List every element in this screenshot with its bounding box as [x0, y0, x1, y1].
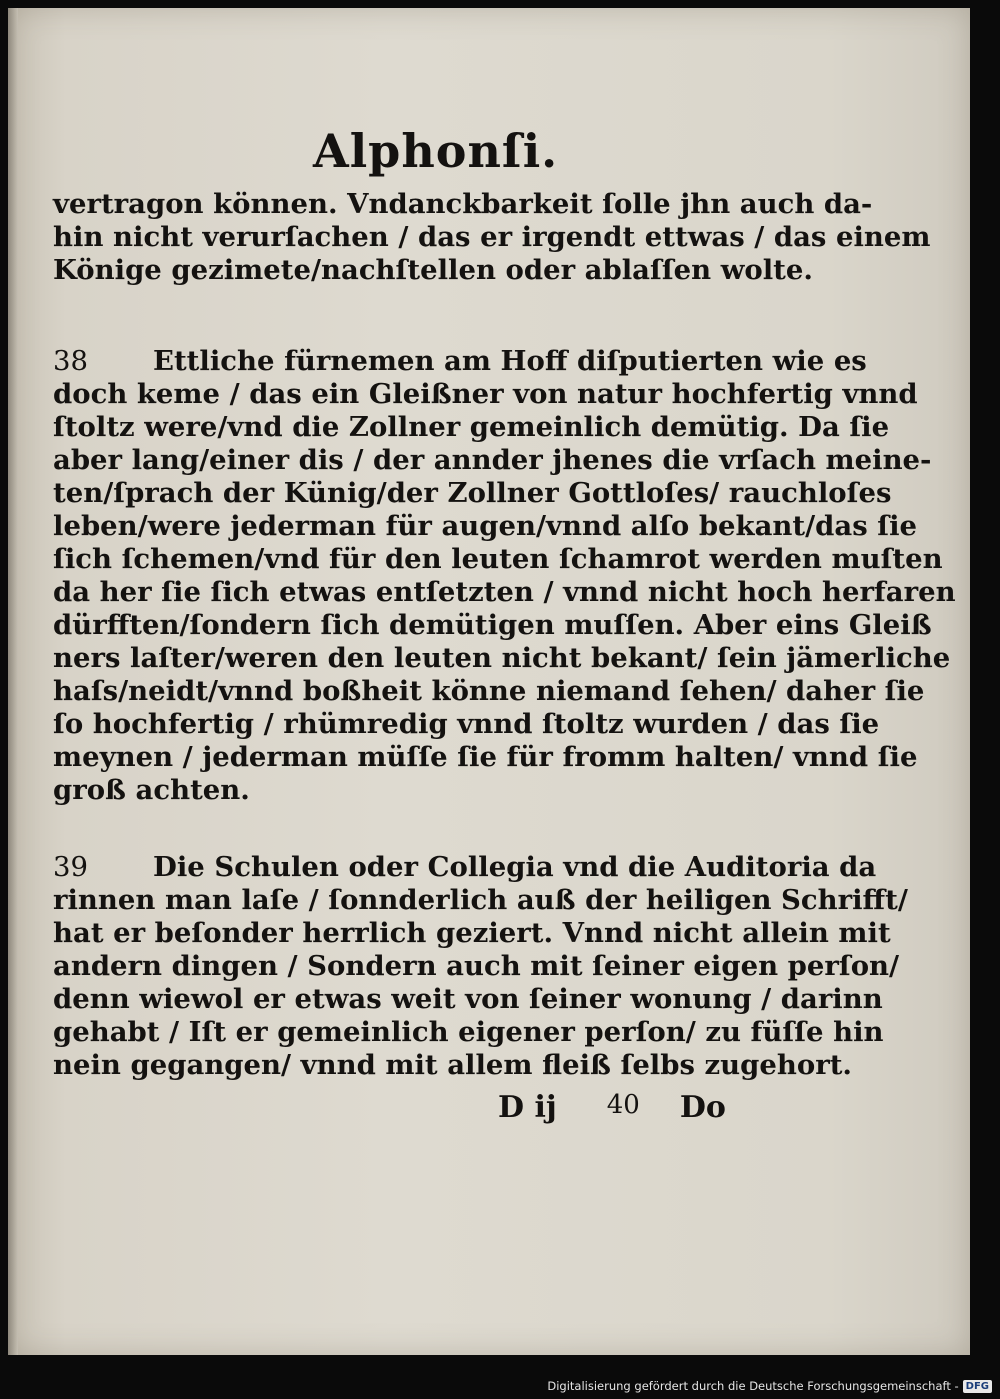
text-line: doch keme / das ein Gleißner von natur hochfertig vnnd	[53, 378, 918, 410]
text-line: ſtoltz were/vnd die Zollner gemeinlich demütig. Da ſie	[53, 411, 890, 443]
signature-mark: D ij	[498, 1090, 557, 1125]
catchline	[498, 1090, 798, 1125]
section-38	[53, 345, 956, 807]
text-line: hat er beſonder herrlich geziert. Vnnd nicht allein mit	[53, 917, 891, 949]
text-line: Könige gezimete/nachſtellen oder ablaſſen wolte.	[53, 254, 813, 286]
text-line: aber lang/einer dis / der annder jhenes die vrſach meine-	[53, 444, 932, 476]
running-head: Alphonſi.	[313, 124, 559, 178]
intro-paragraph	[53, 188, 931, 287]
text-line: vertragon können. Vndanckbarkeit ſolle jhn auch da-	[53, 188, 873, 220]
text-line: leben/were jederman für augen/vnnd alſo bekant/das ſie	[53, 510, 918, 542]
page-gutter-edge	[8, 8, 18, 1355]
section-39	[53, 851, 908, 1082]
dfg-logo-icon: DFG	[963, 1380, 992, 1393]
text-line: ten/ſprach der Künig/der Zollner Gottloſes/ rauchloſes	[53, 477, 892, 509]
text-line: andern dingen / Sondern auch mit ſeiner eigen perſon/	[53, 950, 900, 982]
funding-credit	[547, 1379, 992, 1393]
text-line: Ettliche fürnemen am Hoff diſputierten wie es	[153, 345, 867, 377]
text-line: nein gegangen/ vnnd mit allem fleiß ſelbs zugehort.	[53, 1049, 852, 1081]
body-text	[53, 188, 956, 1082]
credit-text: Digitalisierung gefördert durch die Deutsche Forschungsgemeinschaft -	[547, 1379, 959, 1393]
text-line: Die Schulen oder Collegia vnd die Auditoria da	[153, 851, 877, 883]
section-number: 39	[53, 851, 88, 883]
next-section-number: 40	[606, 1090, 640, 1120]
text-line: hin nicht verurſachen / das er irgendt ettwas / das einem	[53, 221, 931, 253]
text-line: ſich ſchemen/vnd für den leuten ſchamrot werden muſten	[53, 543, 943, 575]
text-line: da her ſie ſich etwas entſetzten / vnnd nicht hoch herfaren	[53, 576, 956, 608]
book-page	[8, 8, 970, 1355]
text-line: rinnen man laſe / ſonnderlich auß der heiligen Schrifft/	[53, 884, 908, 916]
text-line: denn wiewol er etwas weit von ſeiner wonung / darinn	[53, 983, 883, 1015]
text-line: groß achten.	[53, 774, 250, 806]
text-line: ſo hochfertig / rhümredig vnnd ſtoltz wurden / das ſie	[53, 708, 880, 740]
text-line: gehabt / Iſt er gemeinlich eigener perſon/ zu füſſe hin	[53, 1016, 884, 1048]
section-number: 38	[53, 345, 88, 377]
text-line: meynen / jederman müſſe ſie für fromm halten/ vnnd ſie	[53, 741, 918, 773]
text-line: ners laſter/weren den leuten nicht bekant/ ſein jämerliche	[53, 642, 951, 674]
text-line: haſs/neidt/vnnd boßheit könne niemand ſehen/ daher ſie	[53, 675, 925, 707]
text-line: dürfften/ſondern ſich demütigen muſſen. Aber eins Gleiß	[53, 609, 932, 641]
catchword: Do	[679, 1090, 726, 1125]
